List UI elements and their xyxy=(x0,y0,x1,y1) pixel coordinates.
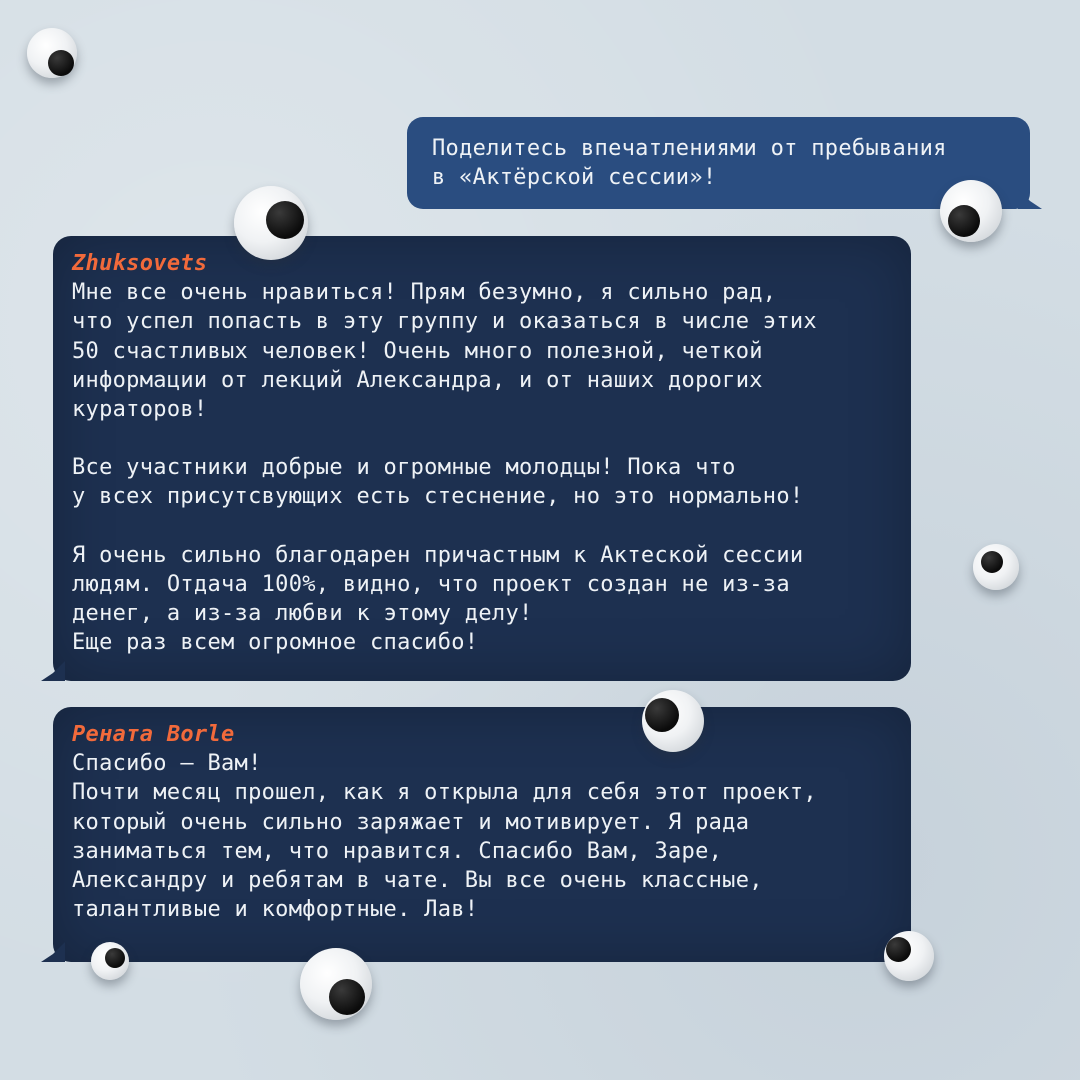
pupil xyxy=(645,698,679,732)
pupil xyxy=(329,979,365,1015)
message-line: денег, а из-за любви к этому делу! xyxy=(72,601,533,627)
message-line: Александру и ребятам в чате. Вы все очень классные, xyxy=(72,868,763,894)
paragraph-gap xyxy=(72,512,892,541)
message-line: Спасибо — Вам! xyxy=(72,751,262,777)
message-line: людям. Отдача 100%, видно, что проект создан не из-за xyxy=(72,571,790,597)
message-line: заниматься тем, что нравится. Спасибо Вам, Заре, xyxy=(72,838,723,864)
googly-eye-icon xyxy=(300,948,372,1020)
author-name: Рената Borle xyxy=(72,722,235,747)
message-line: 50 счастливых человек! Очень много полезной, четкой xyxy=(72,338,763,364)
message-line: Еще раз всем огромное спасибо! xyxy=(72,630,479,656)
googly-eye-icon xyxy=(642,690,704,752)
pupil xyxy=(266,201,304,239)
message-line: Все участники добрые и огромные молодцы! Пока что xyxy=(72,455,736,481)
message-line: Почти месяц прошел, как я открыла для себя этот проект, xyxy=(72,780,817,806)
message-line: что успел попасть в эту группу и оказаться в числе этих xyxy=(72,309,817,335)
googly-eye-icon xyxy=(27,28,77,78)
message-line: кураторов! xyxy=(72,397,208,423)
message-line: Поделитесь впечатлениями от пребывания xyxy=(432,136,947,161)
reply-bubble-renata xyxy=(53,707,911,962)
googly-eye-icon xyxy=(940,180,1002,242)
author-name: Zhuksovets xyxy=(72,251,208,276)
message-line: Мне все очень нравиться! Прям безумно, я сильно рад, xyxy=(72,280,777,306)
question-bubble xyxy=(407,117,1030,209)
pupil xyxy=(48,50,74,76)
pupil xyxy=(948,205,980,237)
reply-bubble-zhuksovets xyxy=(53,236,911,681)
message-line: который очень сильно заряжает и мотивирует. Я рада xyxy=(72,809,750,835)
googly-eye-icon xyxy=(973,544,1019,590)
pupil xyxy=(886,937,911,962)
paragraph-gap xyxy=(72,424,892,453)
message-line: талантливые и комфортные. Лав! xyxy=(72,897,479,923)
googly-eye-icon xyxy=(91,942,129,980)
googly-eye-icon xyxy=(884,931,934,981)
message-line: в «Актёрской сессии»! xyxy=(432,165,717,191)
message-line: информации от лекций Александра, и от наших дорогих xyxy=(72,367,763,393)
googly-eye-icon xyxy=(234,186,308,260)
message-line: у всех присутсвующих есть стеснение, но это нормально! xyxy=(72,484,804,510)
pupil xyxy=(981,551,1003,573)
message-line: Я очень сильно благодарен причастным к Актеской сессии xyxy=(72,542,804,568)
pupil xyxy=(105,948,125,968)
